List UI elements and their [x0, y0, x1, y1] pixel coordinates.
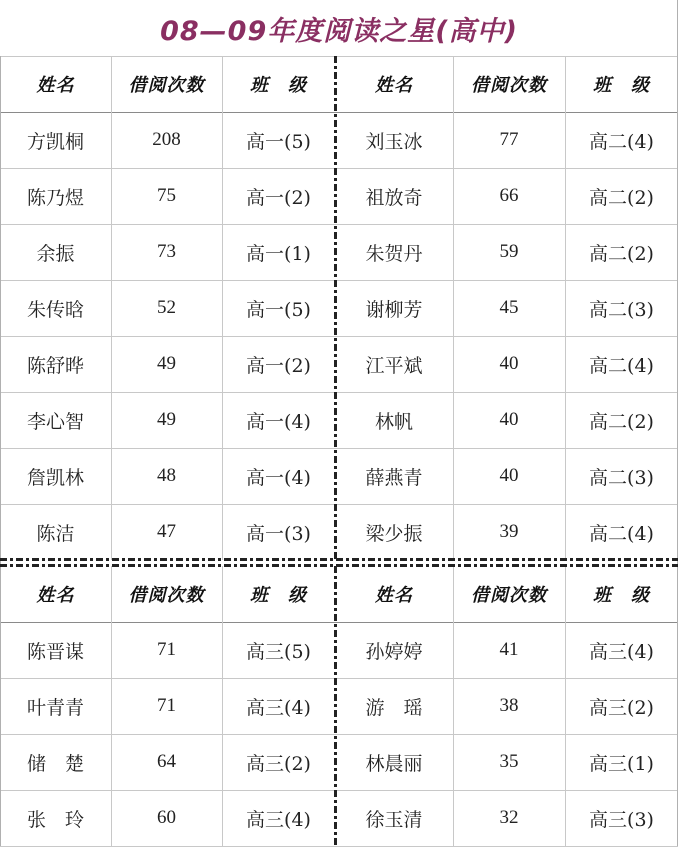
header-name: 姓名 [36, 75, 75, 96]
cell-class: 高三(4) [246, 696, 311, 719]
row-divider [0, 336, 678, 337]
cell-count: 40 [499, 353, 519, 374]
cell-class: 高二(2) [589, 242, 654, 265]
header-class: 班 级 [250, 75, 307, 96]
cell-class: 高二(4) [589, 130, 654, 153]
cell-name: 张 玲 [26, 808, 84, 831]
row-divider [0, 224, 678, 225]
cell-count: 41 [499, 639, 519, 660]
cell-name: 孙婷婷 [365, 640, 423, 663]
column-divider [565, 56, 566, 560]
cell-name: 方凯桐 [26, 130, 84, 153]
cell-name: 陈洁 [36, 522, 75, 545]
cell-class: 高一(3) [246, 522, 311, 545]
cell-name: 薛燕青 [365, 466, 423, 489]
cell-count: 66 [499, 185, 519, 206]
cell-count: 49 [157, 409, 176, 430]
row-divider [0, 622, 678, 623]
cell-count: 45 [499, 297, 519, 318]
cell-count: 35 [499, 751, 519, 772]
header-count: 借阅次数 [128, 75, 205, 96]
row-divider [0, 678, 678, 679]
cell-count: 77 [499, 129, 519, 150]
header-class: 班 级 [250, 585, 307, 606]
column-divider [565, 566, 566, 846]
cell-count: 71 [157, 639, 176, 660]
cell-class: 高二(4) [589, 354, 654, 377]
cell-name: 詹凯林 [26, 466, 84, 489]
cell-name: 朱传晗 [26, 298, 84, 321]
row-divider [0, 56, 678, 57]
cell-count: 71 [157, 695, 176, 716]
cell-name: 江平斌 [365, 354, 423, 377]
cell-class: 高一(2) [246, 354, 311, 377]
cell-name: 朱贺丹 [365, 242, 423, 265]
column-divider [222, 56, 223, 560]
column-divider [111, 56, 112, 560]
cell-name: 梁少振 [365, 522, 423, 545]
cell-count: 64 [157, 751, 176, 772]
header-class: 班 级 [593, 585, 650, 606]
cell-name: 陈乃煜 [26, 186, 84, 209]
cell-class: 高二(2) [589, 410, 654, 433]
header-count: 借阅次数 [128, 585, 205, 606]
cell-name: 储 楚 [26, 752, 84, 775]
cell-count: 39 [499, 521, 519, 542]
header-count: 借阅次数 [471, 75, 547, 96]
cell-name: 刘玉冰 [365, 130, 423, 153]
cell-name: 谢柳芳 [365, 298, 423, 321]
page-title: 08—09年度阅读之星(高中) [160, 15, 518, 47]
cell-count: 52 [157, 297, 176, 318]
header-name: 姓名 [36, 585, 75, 606]
column-divider [222, 566, 223, 846]
cell-class: 高一(2) [246, 186, 311, 209]
cell-class: 高三(2) [246, 752, 311, 775]
cell-count: 48 [157, 465, 176, 486]
column-divider [111, 566, 112, 846]
row-divider [0, 280, 678, 281]
cell-class: 高三(5) [246, 640, 311, 663]
cell-name: 陈晋谋 [26, 640, 84, 663]
cell-class: 高三(1) [589, 752, 654, 775]
cell-class: 高一(1) [246, 242, 311, 265]
section-separator-vertical [334, 566, 337, 846]
cell-class: 高三(4) [589, 640, 654, 663]
row-divider [0, 448, 678, 449]
cell-name: 游 瑶 [365, 696, 423, 719]
header-class: 班 级 [593, 75, 650, 96]
cell-name: 林晨丽 [365, 752, 423, 775]
cell-class: 高一(5) [246, 298, 311, 321]
cell-class: 高三(2) [589, 696, 654, 719]
cell-name: 陈舒晔 [26, 354, 84, 377]
cell-class: 高二(4) [589, 522, 654, 545]
cell-name: 祖放奇 [365, 186, 423, 209]
cell-name: 叶青青 [26, 696, 84, 719]
row-divider [0, 790, 678, 791]
cell-class: 高一(4) [246, 410, 311, 433]
column-divider [453, 56, 454, 560]
cell-count: 208 [152, 129, 181, 150]
cell-count: 73 [157, 241, 176, 262]
cell-count: 47 [157, 521, 176, 542]
cell-count: 60 [157, 807, 176, 828]
cell-class: 高二(3) [589, 298, 654, 321]
cell-name: 李心智 [26, 410, 84, 433]
row-divider [0, 112, 678, 113]
header-name: 姓名 [375, 75, 413, 96]
column-divider [453, 566, 454, 846]
row-divider [0, 734, 678, 735]
cell-name: 余振 [36, 242, 75, 265]
cell-class: 高三(4) [246, 808, 311, 831]
section-separator-horizontal [0, 558, 678, 561]
row-divider [0, 168, 678, 169]
section-separator-horizontal [0, 564, 678, 567]
cell-count: 40 [499, 465, 519, 486]
cell-count: 49 [157, 353, 176, 374]
cell-count: 75 [157, 185, 176, 206]
header-name: 姓名 [375, 585, 413, 606]
cell-class: 高三(3) [589, 808, 654, 831]
cell-class: 高一(4) [246, 466, 311, 489]
row-divider [0, 392, 678, 393]
cell-count: 40 [499, 409, 519, 430]
cell-name: 徐玉清 [365, 808, 423, 831]
header-count: 借阅次数 [471, 585, 547, 606]
cell-class: 高二(3) [589, 466, 654, 489]
cell-class: 高二(2) [589, 186, 654, 209]
cell-name: 林帆 [374, 410, 413, 433]
row-divider [0, 504, 678, 505]
section-separator-vertical [334, 56, 337, 560]
cell-count: 38 [499, 695, 519, 716]
cell-class: 高一(5) [246, 130, 311, 153]
cell-count: 59 [499, 241, 519, 262]
table-edge-left [0, 56, 1, 846]
cell-count: 32 [499, 807, 519, 828]
